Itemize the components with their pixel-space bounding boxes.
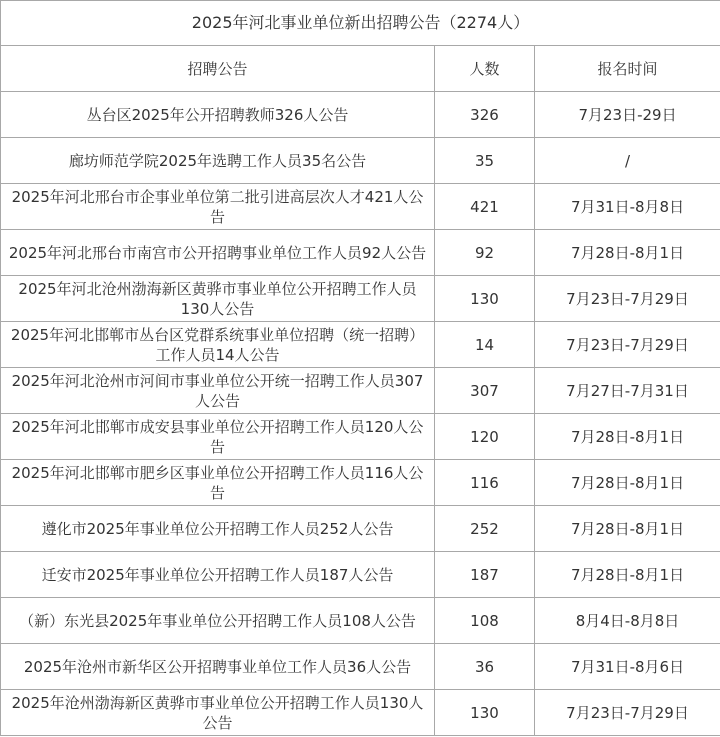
notice-cell: 2025年河北邯郸市丛台区党群系统事业单位招聘（统一招聘）工作人员14人公告 bbox=[1, 322, 435, 368]
table-row bbox=[1, 368, 720, 414]
notice-cell: 遵化市2025年事业单位公开招聘工作人员252人公告 bbox=[1, 506, 435, 552]
notice-cell: 2025年河北沧州渤海新区黄骅市事业单位公开招聘工作人员130人公告 bbox=[1, 276, 435, 322]
notice-cell: 丛台区2025年公开招聘教师326人公告 bbox=[1, 92, 435, 138]
time-cell: 7月23日-7月29日 bbox=[535, 276, 720, 322]
count-cell: 36 bbox=[435, 644, 535, 690]
time-cell: 7月23日-29日 bbox=[535, 92, 720, 138]
notice-cell: 2025年河北邢台市南宫市公开招聘事业单位工作人员92人公告 bbox=[1, 230, 435, 276]
count-cell: 14 bbox=[435, 322, 535, 368]
notice-cell: 2025年沧州渤海新区黄骅市事业单位公开招聘工作人员130人公告 bbox=[1, 690, 435, 736]
table-row bbox=[1, 184, 720, 230]
count-cell: 108 bbox=[435, 598, 535, 644]
time-cell: 7月28日-8月1日 bbox=[535, 552, 720, 598]
time-cell: 7月31日-8月6日 bbox=[535, 644, 720, 690]
count-cell: 130 bbox=[435, 276, 535, 322]
table-row bbox=[1, 460, 720, 506]
count-cell: 187 bbox=[435, 552, 535, 598]
count-cell: 116 bbox=[435, 460, 535, 506]
notice-cell: 迁安市2025年事业单位公开招聘工作人员187人公告 bbox=[1, 552, 435, 598]
count-cell: 35 bbox=[435, 138, 535, 184]
count-cell: 92 bbox=[435, 230, 535, 276]
time-cell: 7月28日-8月1日 bbox=[535, 230, 720, 276]
count-cell: 307 bbox=[435, 368, 535, 414]
count-cell: 252 bbox=[435, 506, 535, 552]
notice-cell: 2025年河北沧州市河间市事业单位公开统一招聘工作人员307人公告 bbox=[1, 368, 435, 414]
time-cell: 7月31日-8月8日 bbox=[535, 184, 720, 230]
notice-cell: 2025年沧州市新华区公开招聘事业单位工作人员36人公告 bbox=[1, 644, 435, 690]
table-row bbox=[1, 644, 720, 690]
table-row bbox=[1, 230, 720, 276]
table-row bbox=[1, 506, 720, 552]
notice-cell: （新）东光县2025年事业单位公开招聘工作人员108人公告 bbox=[1, 598, 435, 644]
time-cell: 7月28日-8月1日 bbox=[535, 414, 720, 460]
notice-cell: 廊坊师范学院2025年选聘工作人员35名公告 bbox=[1, 138, 435, 184]
time-cell: 7月28日-8月1日 bbox=[535, 506, 720, 552]
table-row bbox=[1, 598, 720, 644]
table-row bbox=[1, 552, 720, 598]
header-notice: 招聘公告 bbox=[1, 46, 435, 92]
time-cell: 7月28日-8月1日 bbox=[535, 460, 720, 506]
time-cell: 7月23日-7月29日 bbox=[535, 322, 720, 368]
header-time: 报名时间 bbox=[535, 46, 720, 92]
table-row bbox=[1, 322, 720, 368]
time-cell: / bbox=[535, 138, 720, 184]
notice-cell: 2025年河北邯郸市肥乡区事业单位公开招聘工作人员116人公告 bbox=[1, 460, 435, 506]
notice-cell: 2025年河北邢台市企事业单位第二批引进高层次人才421人公告 bbox=[1, 184, 435, 230]
count-cell: 326 bbox=[435, 92, 535, 138]
table-title: 2025年河北事业单位新出招聘公告（2274人） bbox=[1, 1, 720, 46]
table-row bbox=[1, 92, 720, 138]
count-cell: 421 bbox=[435, 184, 535, 230]
time-cell: 7月27日-7月31日 bbox=[535, 368, 720, 414]
table-row bbox=[1, 138, 720, 184]
table-row bbox=[1, 690, 720, 736]
table-row bbox=[1, 276, 720, 322]
count-cell: 130 bbox=[435, 690, 535, 736]
time-cell: 8月4日-8月8日 bbox=[535, 598, 720, 644]
time-cell: 7月23日-7月29日 bbox=[535, 690, 720, 736]
table-row bbox=[1, 414, 720, 460]
header-count: 人数 bbox=[435, 46, 535, 92]
count-cell: 120 bbox=[435, 414, 535, 460]
header-row bbox=[1, 46, 720, 92]
notice-cell: 2025年河北邯郸市成安县事业单位公开招聘工作人员120人公告 bbox=[1, 414, 435, 460]
